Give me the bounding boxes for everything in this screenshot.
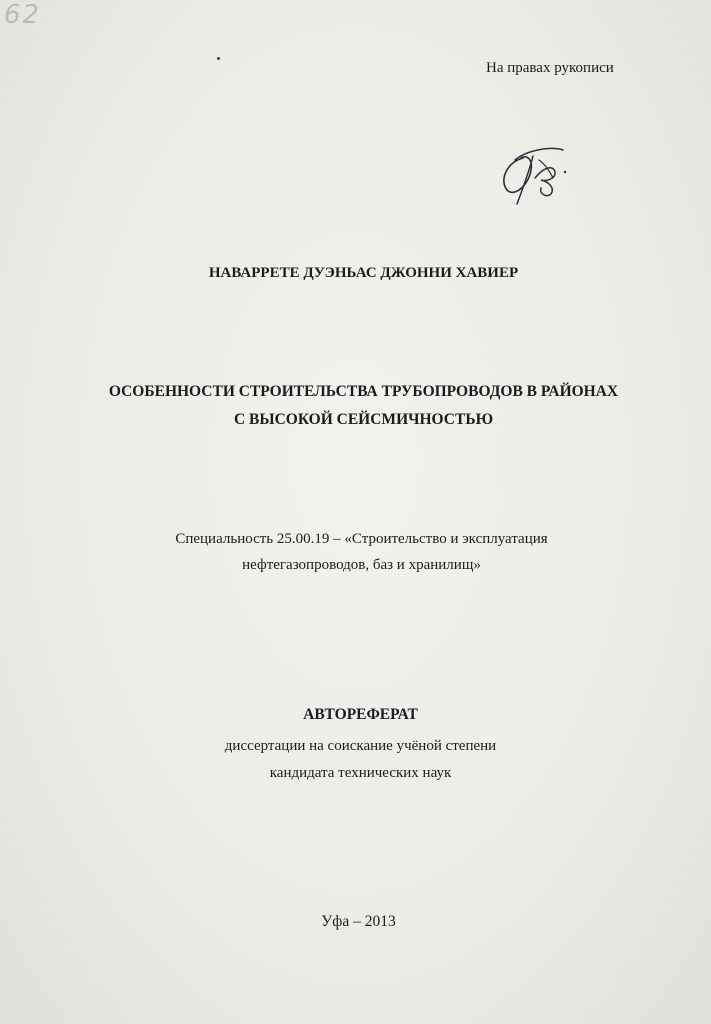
- specialty-line-1: Специальность 25.00.19 – «Строительство и эксплуатация: [175, 531, 548, 547]
- specialty-line-2: нефтегазопроводов, баз и хранилищ»: [242, 557, 481, 573]
- ink-dot: [217, 57, 220, 60]
- degree-purpose-line-1: диссертации на соискание учёной степени: [224, 738, 497, 754]
- pencil-page-number: 62: [4, 0, 42, 30]
- city-year: Уфа – 2013: [321, 913, 396, 930]
- degree-purpose-line-2: кандидата технических наук: [269, 765, 452, 781]
- thesis-title-line-1: ОСОБЕННОСТИ СТРОИТЕЛЬСТВА ТРУБОПРОВОДОВ В РАЙОНАХ: [108, 383, 619, 400]
- manuscript-note: На правах рукописи: [486, 60, 614, 76]
- handwritten-signature: [493, 138, 573, 210]
- author-name: НАВАРРЕТЕ ДУЭНЬАС ДЖОННИ ХАВИЕР: [208, 265, 519, 281]
- document-type: АВТОРЕФЕРАТ: [303, 706, 418, 723]
- thesis-title-line-2: С ВЫСОКОЙ СЕЙСМИЧНОСТЬЮ: [233, 411, 494, 428]
